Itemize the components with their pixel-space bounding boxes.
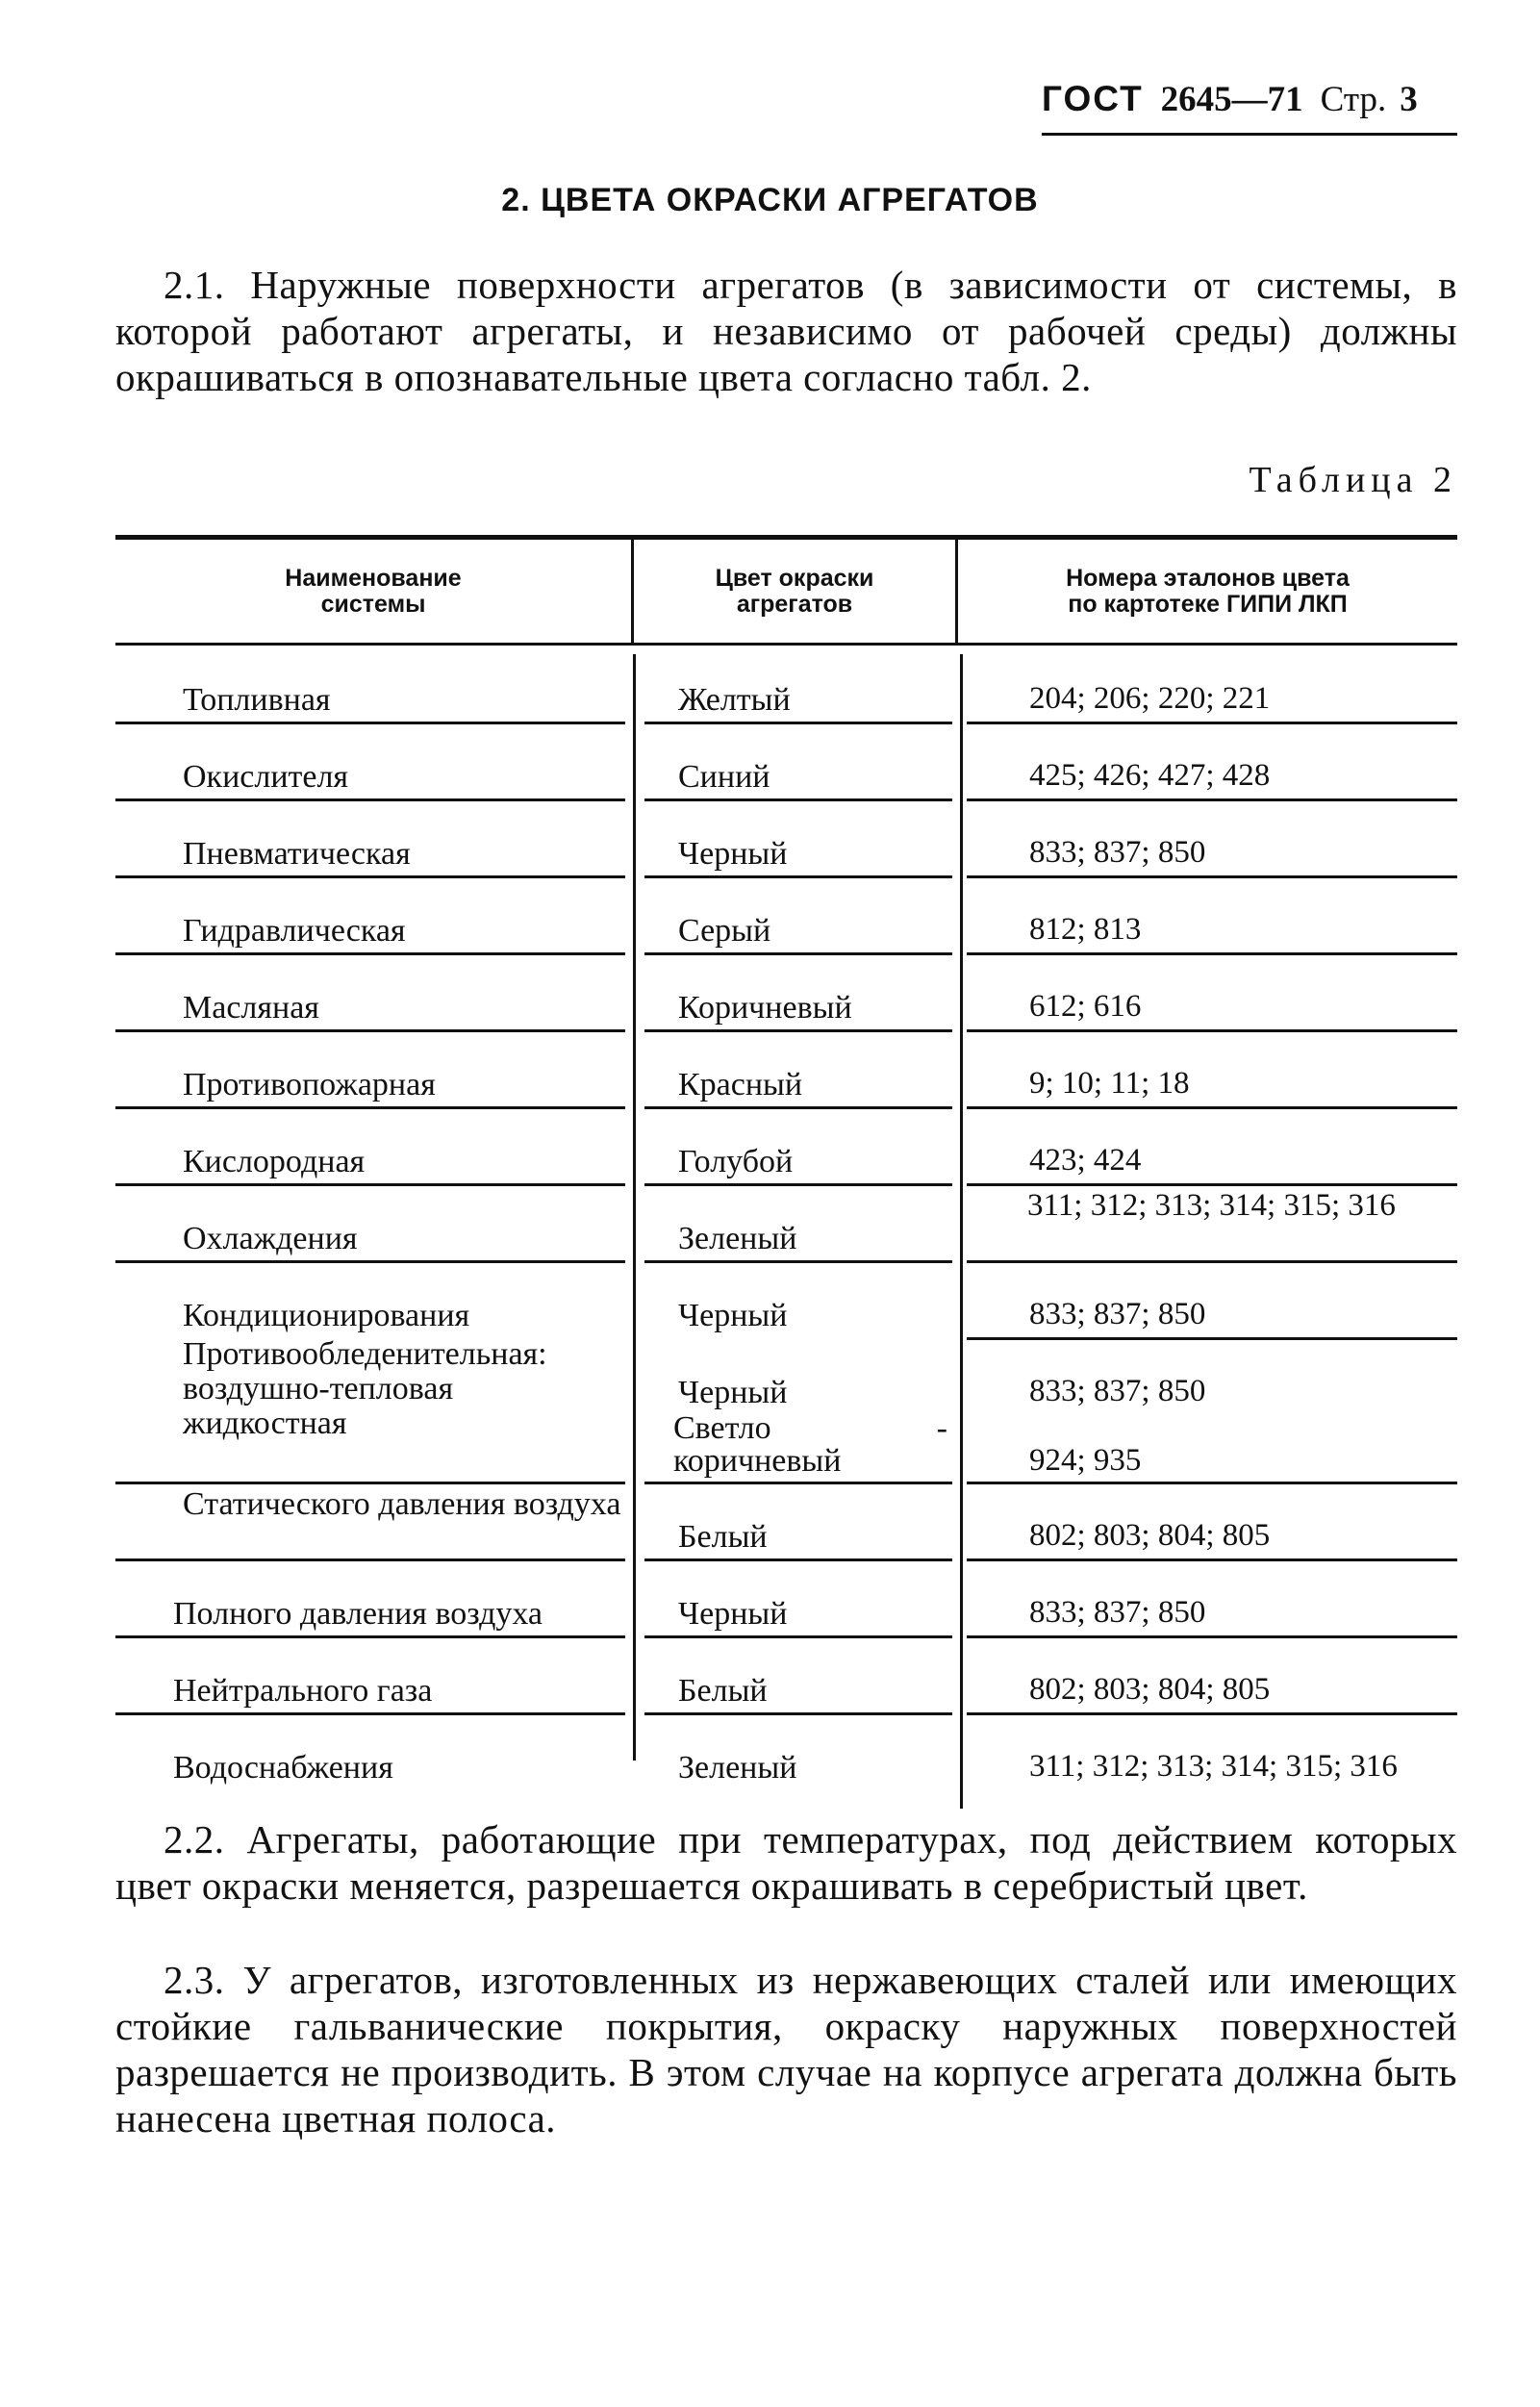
- color-cell: Серый: [678, 913, 771, 949]
- system-cell: Противопожарная: [183, 1067, 436, 1102]
- row-rule: [115, 722, 625, 724]
- codes-cell: 9; 10; 11; 18: [1029, 1066, 1190, 1101]
- system-cell: Нейтрального газа: [173, 1673, 433, 1709]
- system-cell: Водоснабжения: [173, 1750, 393, 1786]
- running-head: [1042, 75, 1457, 136]
- system-cell: Кондиционирования: [183, 1298, 470, 1333]
- row-rule: [115, 1635, 625, 1638]
- codes-cell: 833; 837; 850: [1029, 1297, 1206, 1331]
- row-rule: [967, 1260, 1457, 1263]
- row-rule: [644, 798, 952, 801]
- codes-cell: 311; 312; 313; 314; 315; 316: [1027, 1188, 1396, 1223]
- color-cell: Красный: [678, 1067, 803, 1102]
- color-cell: Синий: [678, 759, 770, 795]
- row-rule: [644, 1260, 952, 1263]
- system-cell: Охлаждения: [183, 1221, 358, 1256]
- codes-cell: 924; 935: [1029, 1443, 1142, 1478]
- color-cell: Голубой: [678, 1144, 794, 1179]
- row-rule: [115, 1260, 625, 1263]
- header-color: Цвет окраски агрегатов: [715, 565, 874, 618]
- row-rule: [967, 875, 1457, 878]
- color-cell: Зеленый: [678, 1750, 797, 1786]
- row-rule: [644, 1106, 952, 1109]
- codes-cell: 833; 837; 850: [1029, 1595, 1206, 1630]
- color-cell: Белый: [678, 1519, 768, 1555]
- row-rule: [644, 875, 952, 878]
- row-rule: [967, 798, 1457, 801]
- color-cell: Черный: [678, 1298, 788, 1333]
- column-divider-2-body: [960, 654, 963, 1809]
- column-divider-1-body: [633, 654, 636, 1761]
- column-divider-2: [955, 540, 958, 643]
- row-rule: [644, 1558, 952, 1561]
- row-rule: [115, 1558, 625, 1561]
- row-rule: [967, 1183, 1457, 1186]
- row-rule: [967, 1558, 1457, 1561]
- row-rule: [967, 1029, 1457, 1032]
- row-rule: [967, 1712, 1457, 1715]
- row-rule: [644, 1183, 952, 1186]
- row-rule: [644, 952, 952, 955]
- header-codes: Номера эталонов цвета по картотеке ГИПИ ЛКП: [1066, 565, 1350, 618]
- row-rule: [115, 952, 625, 955]
- row-rule: [115, 1482, 625, 1484]
- row-rule: [967, 1635, 1457, 1638]
- system-sub-cell: жидкостная: [183, 1406, 347, 1441]
- color-cell: Коричневый: [678, 990, 852, 1026]
- row-rule: [115, 1183, 625, 1186]
- row-rule: [115, 1106, 625, 1109]
- paragraph-2-3: 2.3. У агрегатов, изготовленных из нержавеющих сталей или имеющих стойкие гальванические покрытия, окраску наружных поверхностей разрешается не производить. В этом случае на корпусе агрегата должна быть нанесена цветная полоса.: [115, 1958, 1457, 2141]
- system-cell: Статического давления воздуха: [183, 1486, 621, 1522]
- column-divider-1: [631, 540, 634, 643]
- row-rule: [644, 1635, 952, 1638]
- row-rule: [967, 1106, 1457, 1109]
- codes-cell: 833; 837; 850: [1029, 1374, 1206, 1408]
- color-cell: Белый: [678, 1673, 768, 1709]
- table-top-rule: [115, 535, 1457, 540]
- codes-cell: 423; 424: [1029, 1143, 1142, 1178]
- standard-label: ГОСТ: [1042, 79, 1144, 118]
- codes-cell: 802; 803; 804; 805: [1029, 1672, 1271, 1707]
- system-group-cell: Противообледенительная:: [183, 1336, 547, 1372]
- system-cell: Полного давления воздуха: [173, 1596, 543, 1632]
- page-label: Стр.: [1320, 80, 1387, 119]
- system-cell: Пневматическая: [183, 836, 411, 872]
- system-cell: Гидравлическая: [183, 913, 406, 949]
- color-cell: Черный: [678, 1596, 788, 1632]
- paragraph-2-2: 2.2. Агрегаты, работающие при температурах, под действием которых цвет окраски меняется, разрешается окрашивать в серебристый цвет.: [115, 1817, 1457, 1908]
- codes-cell: 812; 813: [1029, 912, 1142, 947]
- color-cell: Светло - коричневый: [673, 1410, 947, 1479]
- row-rule: [644, 1712, 952, 1715]
- system-sub-cell: воздушно-тепловая: [183, 1371, 454, 1406]
- color-cell: Черный: [678, 1375, 788, 1410]
- row-rule: [967, 1482, 1457, 1484]
- row-rule: [644, 1029, 952, 1032]
- row-rule: [644, 1482, 952, 1484]
- row-rule: [644, 722, 952, 724]
- row-rule: [115, 1712, 625, 1715]
- system-cell: Топливная: [183, 682, 331, 718]
- header-bottom-rule: [115, 643, 1457, 646]
- section-title: 2. ЦВЕТА ОКРАСКИ АГРЕГАТОВ: [501, 182, 1039, 218]
- system-cell: Масляная: [183, 990, 319, 1026]
- row-rule: [115, 798, 625, 801]
- header-system: Наименование системы: [285, 565, 462, 618]
- standard-number: 2645—71: [1160, 80, 1303, 119]
- table-caption: Таблица 2: [1249, 460, 1457, 500]
- codes-cell: 204; 206; 220; 221: [1029, 681, 1271, 716]
- color-cell: Зеленый: [678, 1221, 797, 1256]
- codes-cell: 425; 426; 427; 428: [1029, 758, 1271, 793]
- row-rule: [115, 875, 625, 878]
- row-rule: [967, 722, 1457, 724]
- codes-cell: 833; 837; 850: [1029, 835, 1206, 870]
- codes-cell: 802; 803; 804; 805: [1029, 1518, 1271, 1553]
- page-number: 3: [1400, 80, 1418, 119]
- system-cell: Кислородная: [183, 1144, 366, 1179]
- row-rule: [967, 952, 1457, 955]
- codes-cell: 311; 312; 313; 314; 315; 316: [1029, 1749, 1398, 1784]
- row-rule: [115, 1029, 625, 1032]
- color-cell: Желтый: [678, 682, 791, 718]
- system-cell: Окислителя: [183, 759, 349, 795]
- codes-cell: 612; 616: [1029, 989, 1142, 1024]
- paragraph-2-1: 2.1. Наружные поверхности агрегатов (в зависимости от системы, в которой работают агрегаты, и независимо от рабочей среды) должны окрашиваться в опознавательные цвета согласно табл. 2.: [115, 263, 1457, 399]
- row-rule: [967, 1337, 1457, 1340]
- color-cell: Черный: [678, 836, 788, 872]
